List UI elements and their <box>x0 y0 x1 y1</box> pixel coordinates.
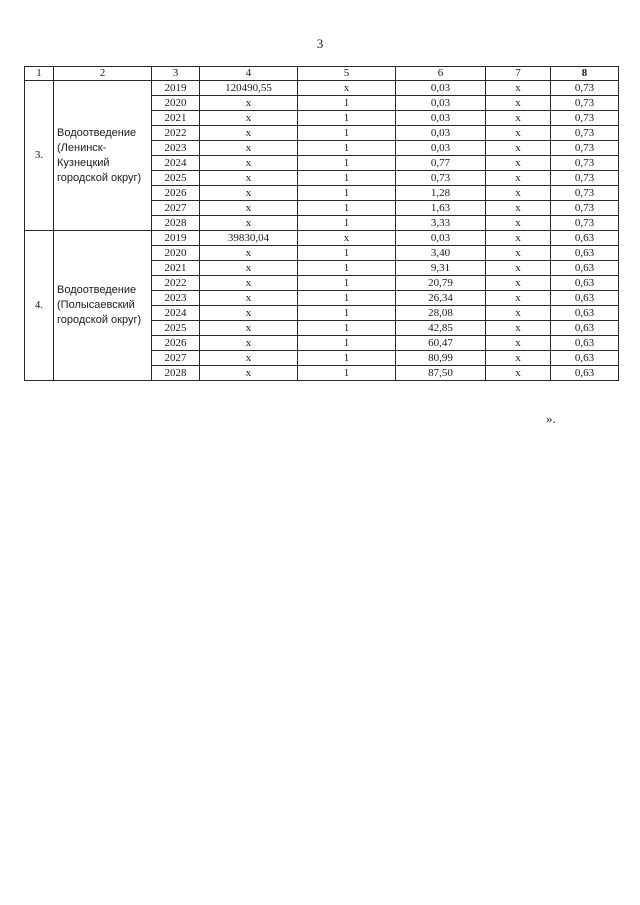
table-cell: x <box>200 306 298 321</box>
table-cell: 80,99 <box>396 351 486 366</box>
table-cell: 2022 <box>152 126 200 141</box>
table-cell: 0,73 <box>551 171 619 186</box>
table-cell: 2019 <box>152 231 200 246</box>
table-cell: 1 <box>298 216 396 231</box>
table-cell: x <box>486 216 551 231</box>
column-number-row <box>25 67 619 81</box>
table-cell: 2021 <box>152 111 200 126</box>
table-cell: 2019 <box>152 81 200 96</box>
table-cell: 1 <box>298 336 396 351</box>
column-header: 4 <box>200 67 298 81</box>
table-cell: 2022 <box>152 276 200 291</box>
table-cell: x <box>200 291 298 306</box>
table-cell: x <box>486 126 551 141</box>
table-cell: 0,73 <box>551 141 619 156</box>
table-cell: 2025 <box>152 321 200 336</box>
table-cell: 0,73 <box>551 216 619 231</box>
table-cell: x <box>200 321 298 336</box>
column-header: 3 <box>152 67 200 81</box>
table-cell: x <box>200 201 298 216</box>
table-cell: 87,50 <box>396 366 486 381</box>
table-cell: 0,63 <box>551 291 619 306</box>
table-cell: 1 <box>298 126 396 141</box>
table-cell: 2028 <box>152 366 200 381</box>
table-cell: 1 <box>298 96 396 111</box>
table-cell: 2024 <box>152 306 200 321</box>
table-cell: x <box>486 276 551 291</box>
table-cell: x <box>486 171 551 186</box>
table-cell: 2027 <box>152 201 200 216</box>
table-cell: 1 <box>298 171 396 186</box>
table-cell: x <box>486 156 551 171</box>
table-cell: 2028 <box>152 216 200 231</box>
table-cell: x <box>298 81 396 96</box>
table-cell: 28,08 <box>396 306 486 321</box>
table-cell: x <box>200 111 298 126</box>
table-cell: x <box>486 246 551 261</box>
table-cell: x <box>486 261 551 276</box>
table-cell: 0,63 <box>551 276 619 291</box>
table-cell: x <box>486 231 551 246</box>
row-group-name: Водоотведение (Ленинск-Кузнецкий городской округ) <box>54 81 152 231</box>
table-cell: 1,28 <box>396 186 486 201</box>
table-cell: x <box>486 81 551 96</box>
table-cell: 0,03 <box>396 81 486 96</box>
table-cell: 1 <box>298 246 396 261</box>
table-cell: 3,33 <box>396 216 486 231</box>
table-cell: x <box>486 186 551 201</box>
row-group-number: 4. <box>25 231 54 381</box>
table-cell: x <box>200 141 298 156</box>
table-cell: 0,63 <box>551 336 619 351</box>
table-cell: x <box>200 276 298 291</box>
table-cell: x <box>200 186 298 201</box>
tariff-table <box>24 66 619 381</box>
table-cell: 0,63 <box>551 321 619 336</box>
table-cell: 120490,55 <box>200 81 298 96</box>
column-header: 7 <box>486 67 551 81</box>
table-cell: x <box>486 141 551 156</box>
table-cell: 1 <box>298 186 396 201</box>
table-cell: 2027 <box>152 351 200 366</box>
table-cell: x <box>200 96 298 111</box>
table-cell: x <box>200 261 298 276</box>
table-cell: 9,31 <box>396 261 486 276</box>
table-cell: 1 <box>298 156 396 171</box>
table-cell: x <box>486 111 551 126</box>
table-cell: 0,73 <box>551 96 619 111</box>
table-cell: 0,63 <box>551 306 619 321</box>
table-cell: 1 <box>298 261 396 276</box>
table-cell: 0,03 <box>396 126 486 141</box>
table-cell: x <box>200 156 298 171</box>
table-cell: 1 <box>298 366 396 381</box>
table-cell: 1,63 <box>396 201 486 216</box>
table-cell: 2026 <box>152 336 200 351</box>
table-cell: 0,77 <box>396 156 486 171</box>
table-cell: 39830,04 <box>200 231 298 246</box>
table-cell: 1 <box>298 111 396 126</box>
row-group-name: Водоотведение (Полысаевский городской округ) <box>54 231 152 381</box>
table-cell: x <box>486 96 551 111</box>
table-cell: x <box>486 366 551 381</box>
table-cell: x <box>298 231 396 246</box>
table-cell: 1 <box>298 306 396 321</box>
row-group-number: 3. <box>25 81 54 231</box>
table-cell: 0,63 <box>551 351 619 366</box>
table-cell: x <box>200 351 298 366</box>
table-cell: x <box>200 336 298 351</box>
table-cell: 2025 <box>152 171 200 186</box>
table-cell: 0,63 <box>551 261 619 276</box>
table-cell: x <box>200 216 298 231</box>
table-body <box>25 67 619 381</box>
table-cell: x <box>200 366 298 381</box>
table-cell: x <box>200 126 298 141</box>
table-cell: 0,63 <box>551 231 619 246</box>
table-cell: 0,03 <box>396 141 486 156</box>
table-cell: 0,73 <box>551 201 619 216</box>
table-cell: 1 <box>298 141 396 156</box>
table-cell: 1 <box>298 291 396 306</box>
table-row <box>25 81 619 96</box>
table-cell: 1 <box>298 276 396 291</box>
page-number: 3 <box>316 36 324 51</box>
table-cell: 42,85 <box>396 321 486 336</box>
table-cell: 2020 <box>152 246 200 261</box>
table-cell: 0,73 <box>396 171 486 186</box>
table-cell: 0,73 <box>551 126 619 141</box>
column-header: 6 <box>396 67 486 81</box>
table-cell: 1 <box>298 351 396 366</box>
table-cell: x <box>486 291 551 306</box>
table-cell: 0,63 <box>551 366 619 381</box>
table-cell: x <box>486 201 551 216</box>
column-header: 5 <box>298 67 396 81</box>
column-header: 8 <box>551 67 619 81</box>
table-cell: x <box>486 351 551 366</box>
table-cell: x <box>200 171 298 186</box>
table-cell: 0,03 <box>396 231 486 246</box>
table-cell: 0,63 <box>551 246 619 261</box>
closing-quote-mark: ». <box>546 411 556 426</box>
table-cell: 0,73 <box>551 111 619 126</box>
table-cell: 0,73 <box>551 156 619 171</box>
table-cell: 0,03 <box>396 111 486 126</box>
table-cell: x <box>486 321 551 336</box>
table-cell: 60,47 <box>396 336 486 351</box>
table-cell: 1 <box>298 321 396 336</box>
column-header: 1 <box>25 67 54 81</box>
table-cell: 2024 <box>152 156 200 171</box>
table-cell: 2020 <box>152 96 200 111</box>
table-cell: 2023 <box>152 291 200 306</box>
table-cell: 2021 <box>152 261 200 276</box>
table-cell: x <box>200 246 298 261</box>
table-cell: 0,73 <box>551 81 619 96</box>
table-cell: 0,73 <box>551 186 619 201</box>
table-cell: x <box>486 336 551 351</box>
table-cell: 0,03 <box>396 96 486 111</box>
table-cell: 2026 <box>152 186 200 201</box>
column-header: 2 <box>54 67 152 81</box>
table-cell: 1 <box>298 201 396 216</box>
table-cell: 3,40 <box>396 246 486 261</box>
table-cell: 2023 <box>152 141 200 156</box>
table-cell: x <box>486 306 551 321</box>
table-cell: 26,34 <box>396 291 486 306</box>
table-row <box>25 231 619 246</box>
table-cell: 20,79 <box>396 276 486 291</box>
